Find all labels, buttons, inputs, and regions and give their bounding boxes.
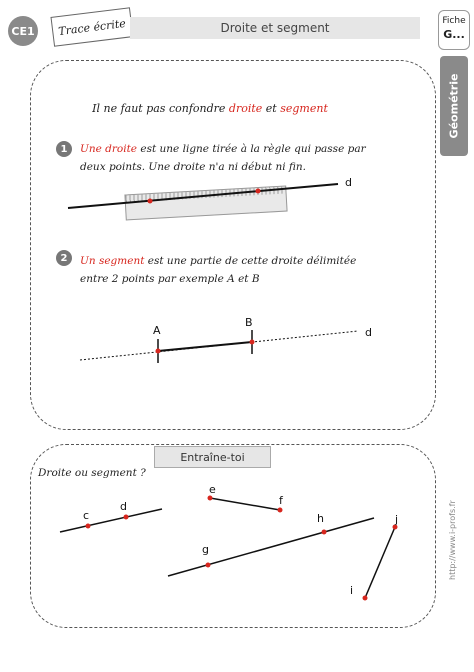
term-segment: Un segment (80, 255, 145, 267)
item-number-2: 2 (56, 250, 72, 266)
footer-url: http://www.i-profs.fr (448, 500, 457, 580)
droite-line (68, 184, 338, 208)
segment-line-label: d (365, 326, 372, 339)
definition-segment-text: est une partie de cette droite délimitée entre 2 points par exemple A et B (80, 255, 357, 285)
label-d: d (120, 500, 127, 513)
definition-droite-text: est une ligne tirée à la règle qui passe par deux points. Une droite n'a ni début ni fin. (80, 143, 366, 173)
practice-line-gh (168, 518, 374, 576)
droite-label: d (345, 176, 352, 189)
point-e (208, 496, 213, 501)
intro-word-droite: droite (228, 102, 263, 115)
point-b (250, 340, 255, 345)
practice-line-cd (60, 509, 162, 532)
point-i (363, 596, 368, 601)
droite-point-1 (148, 199, 153, 204)
label-f: f (279, 494, 283, 507)
page-title: Droite et segment (130, 17, 420, 39)
label-b: B (245, 316, 253, 329)
segment-ab (158, 342, 252, 351)
fiche-label: Fiche (442, 16, 466, 26)
point-h (322, 530, 327, 535)
item-number-1: 1 (56, 141, 72, 157)
label-g: g (202, 543, 209, 556)
practice-segment-ef (210, 498, 280, 510)
label-e: e (209, 483, 216, 496)
label-i: i (350, 584, 354, 597)
label-h: h (317, 512, 324, 525)
level-badge: CE1 (8, 16, 38, 46)
point-d (124, 515, 129, 520)
subject-label: Géométrie (447, 73, 461, 139)
label-a: A (153, 324, 161, 337)
practice-question: Droite ou segment ? (38, 467, 146, 479)
point-f (278, 508, 283, 513)
practice-button[interactable]: Entraîne-toi (154, 446, 271, 468)
practice-segment-ij (365, 527, 395, 598)
label-c: c (83, 509, 90, 522)
point-c (86, 524, 91, 529)
intro-word-segment: segment (280, 102, 328, 115)
fiche-code: G... (443, 28, 465, 41)
label-j: j (395, 513, 399, 526)
intro-mid: et (262, 102, 281, 115)
point-a (156, 349, 161, 354)
intro-prefix: Il ne faut pas confondre (92, 102, 229, 115)
trace-label: Trace écrite (50, 7, 133, 47)
point-g (206, 563, 211, 568)
droite-point-2 (256, 189, 261, 194)
term-droite: Une droite (80, 143, 138, 155)
